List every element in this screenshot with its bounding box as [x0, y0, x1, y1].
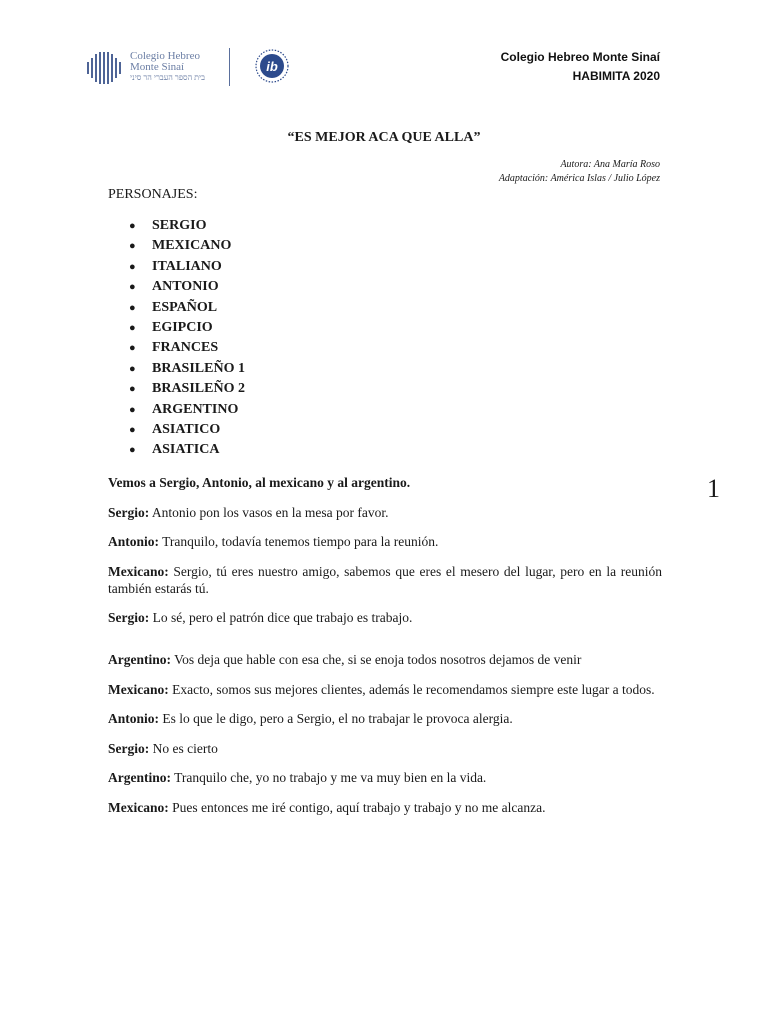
- stage-direction: Vemos a Sergio, Antonio, al mexicano y al argentino.: [108, 475, 411, 490]
- character-item: [108, 277, 245, 297]
- character-item: [108, 420, 245, 440]
- dialogue-text: Tranquilo, todavía tenemos tiempo para la reunión.: [159, 534, 439, 549]
- ib-logo-icon: [254, 48, 290, 84]
- adaptation: Adaptación: América Islas / Julio López: [498, 173, 660, 184]
- character-item: [108, 440, 245, 460]
- dialogue-line: [108, 740, 662, 757]
- speaker: Mexicano:: [108, 563, 169, 579]
- character-item: [108, 338, 245, 358]
- character-name: ANTONIO: [152, 279, 219, 295]
- character-name: FRANCES: [152, 340, 219, 356]
- dialogue-text: Sergio, tú eres nuestro amigo, sabemos que eres el mesero del lugar, pero en la reunión también estarás tú.: [108, 563, 662, 596]
- dialogue-text: Vos deja que hable con esa che, si se enoja todos nosotros dejamos de venir: [171, 652, 582, 667]
- script-body: [108, 474, 662, 828]
- character-name: ESPAÑOL: [152, 299, 218, 315]
- speaker: Sergio:: [108, 740, 150, 756]
- school-header: [501, 48, 660, 86]
- dialogue-line: [108, 681, 662, 698]
- dialogue-line: [108, 710, 662, 727]
- character-name: ASIATICO: [152, 421, 221, 437]
- characters-heading: PERSONAJES:: [108, 187, 198, 202]
- dialogue-line: [108, 504, 662, 521]
- character-name: BRASILEÑO 2: [152, 381, 245, 397]
- character-name: ASIATICA: [152, 442, 220, 458]
- credits: [499, 158, 660, 186]
- character-item: [108, 400, 245, 420]
- bullet-icon: ●: [129, 281, 136, 294]
- character-item: [108, 236, 245, 256]
- dialogue-line: [108, 563, 662, 597]
- dialogue-text: Antonio pon los vasos en la mesa por favor.: [149, 504, 389, 520]
- character-item: [108, 359, 245, 379]
- bullet-icon: ●: [129, 423, 136, 436]
- school-name: Colegio Hebreo Monte Sinaí: [500, 50, 660, 64]
- page-number: 1: [707, 474, 720, 503]
- ib-logo-text: ib: [266, 59, 278, 74]
- logo-text: [130, 51, 205, 83]
- character-name: SERGIO: [152, 218, 207, 233]
- character-item: [108, 379, 245, 399]
- dialogue-line: [108, 533, 662, 550]
- logo-name-line1: Colegio Hebreo: [130, 50, 200, 62]
- dialogue-text: Lo sé, pero el patrón dice que trabajo es trabajo.: [149, 610, 413, 625]
- author: Autora: Ana María Roso: [560, 159, 660, 170]
- bullet-icon: ●: [129, 240, 136, 253]
- speaker: Sergio:: [108, 610, 150, 625]
- dialogue-line: [108, 609, 662, 626]
- speaker: Antonio:: [108, 534, 160, 549]
- bullet-icon: ●: [129, 383, 136, 396]
- bullet-icon: ●: [129, 301, 136, 314]
- bullet-icon: ●: [129, 444, 136, 457]
- speaker: Argentino:: [108, 770, 171, 785]
- character-name: MEXICANO: [152, 238, 232, 254]
- bullet-icon: ●: [129, 260, 136, 273]
- speaker: Sergio:: [108, 504, 150, 520]
- speaker: Mexicano:: [108, 681, 169, 697]
- dialogue-text: No es cierto: [149, 740, 218, 756]
- character-item: [108, 318, 245, 338]
- bullet-icon: ●: [129, 220, 136, 232]
- logo-hebrew: בית הספר העברי הר סיני: [130, 73, 205, 82]
- dialogue-line: [108, 799, 662, 816]
- dialogue-text: Exacto, somos sus mejores clientes, además le recomendamos siempre este lugar a todos.: [168, 681, 655, 697]
- character-name: ARGENTINO: [152, 401, 239, 417]
- character-item: [108, 298, 245, 318]
- bullet-icon: ●: [129, 403, 136, 416]
- dialogue-text: Pues entonces me iré contigo, aquí trabajo y trabajo y no me alcanza.: [168, 799, 546, 815]
- school-logo: [86, 48, 296, 90]
- character-name: BRASILEÑO 1: [152, 360, 245, 376]
- dialogue-line: [108, 769, 662, 786]
- play-title: “ES MEJOR ACA QUE ALLA”: [287, 130, 481, 145]
- logo-divider: [229, 48, 230, 86]
- character-name: EGIPCIO: [152, 319, 213, 335]
- character-name: ITALIANO: [152, 258, 222, 274]
- dialogue-line: [108, 651, 662, 668]
- speaker: Antonio:: [108, 711, 160, 726]
- bullet-icon: ●: [129, 321, 136, 334]
- speaker: Argentino:: [108, 652, 171, 667]
- program-name: HABIMITA 2020: [572, 69, 660, 83]
- character-item: [108, 216, 245, 236]
- dialogue-text: Es lo que le digo, pero a Sergio, el no trabajar le provoca alergia.: [159, 711, 513, 726]
- logo-bars-icon: [86, 50, 124, 86]
- bullet-icon: ●: [129, 362, 136, 375]
- logo-name-line2: Monte Sinaí: [130, 61, 185, 73]
- speaker: Mexicano:: [108, 799, 169, 815]
- dialogue-text: Tranquilo che, yo no trabajo y me va muy bien en la vida.: [171, 770, 487, 785]
- bullet-icon: ●: [129, 342, 136, 355]
- characters-list: [108, 216, 245, 461]
- character-item: [108, 257, 245, 277]
